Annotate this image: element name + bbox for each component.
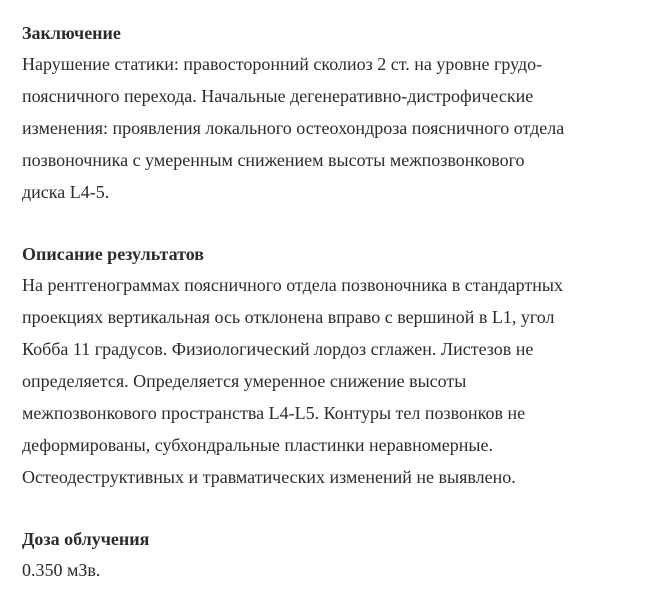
- text-line: позвоночника с умеренным снижением высоты межпозвонкового: [22, 150, 525, 170]
- text-line: межпозвонкового пространства L4-L5. Контуры тел позвонков не: [22, 403, 526, 423]
- text-line: Нарушение статики: правосторонний сколиоз 2 ст. на уровне грудо-: [22, 54, 543, 74]
- results-description-heading: Описание результатов: [22, 244, 204, 264]
- results-description-text: [22, 269, 646, 493]
- radiation-dose-text: [22, 554, 646, 586]
- radiation-dose-heading: Доза облучения: [22, 529, 150, 549]
- conclusion-heading: Заключение: [22, 23, 121, 43]
- text-line: определяется. Определяется умеренное снижение высоты: [22, 371, 467, 391]
- text-line: изменения: проявления локального остеохондроза поясничного отдела: [22, 118, 565, 138]
- text-line: проекциях вертикальная ось отклонена вправо с вершиной в L1, угол: [22, 307, 555, 327]
- text-line: Остеодеструктивных и травматических изменений не выявлено.: [22, 467, 516, 487]
- text-line: диска L4-5.: [22, 182, 110, 202]
- radiation-dose-section: [22, 524, 646, 586]
- text-line: На рентгенограммах поясничного отдела позвоночника в стандартных: [22, 275, 563, 295]
- text-line: поясничного перехода. Начальные дегенеративно-дистрофические: [22, 86, 534, 106]
- radiation-dose-value: 0.350 мЗв.: [22, 560, 101, 580]
- results-description-section: [22, 239, 646, 493]
- medical-report: [22, 18, 646, 586]
- text-line: Кобба 11 градусов. Физиологический лордоз сглажен. Листезов не: [22, 339, 534, 359]
- text-line: деформированы, субхондральные пластинки неравномерные.: [22, 435, 494, 455]
- conclusion-text: [22, 48, 646, 208]
- conclusion-section: [22, 18, 646, 208]
